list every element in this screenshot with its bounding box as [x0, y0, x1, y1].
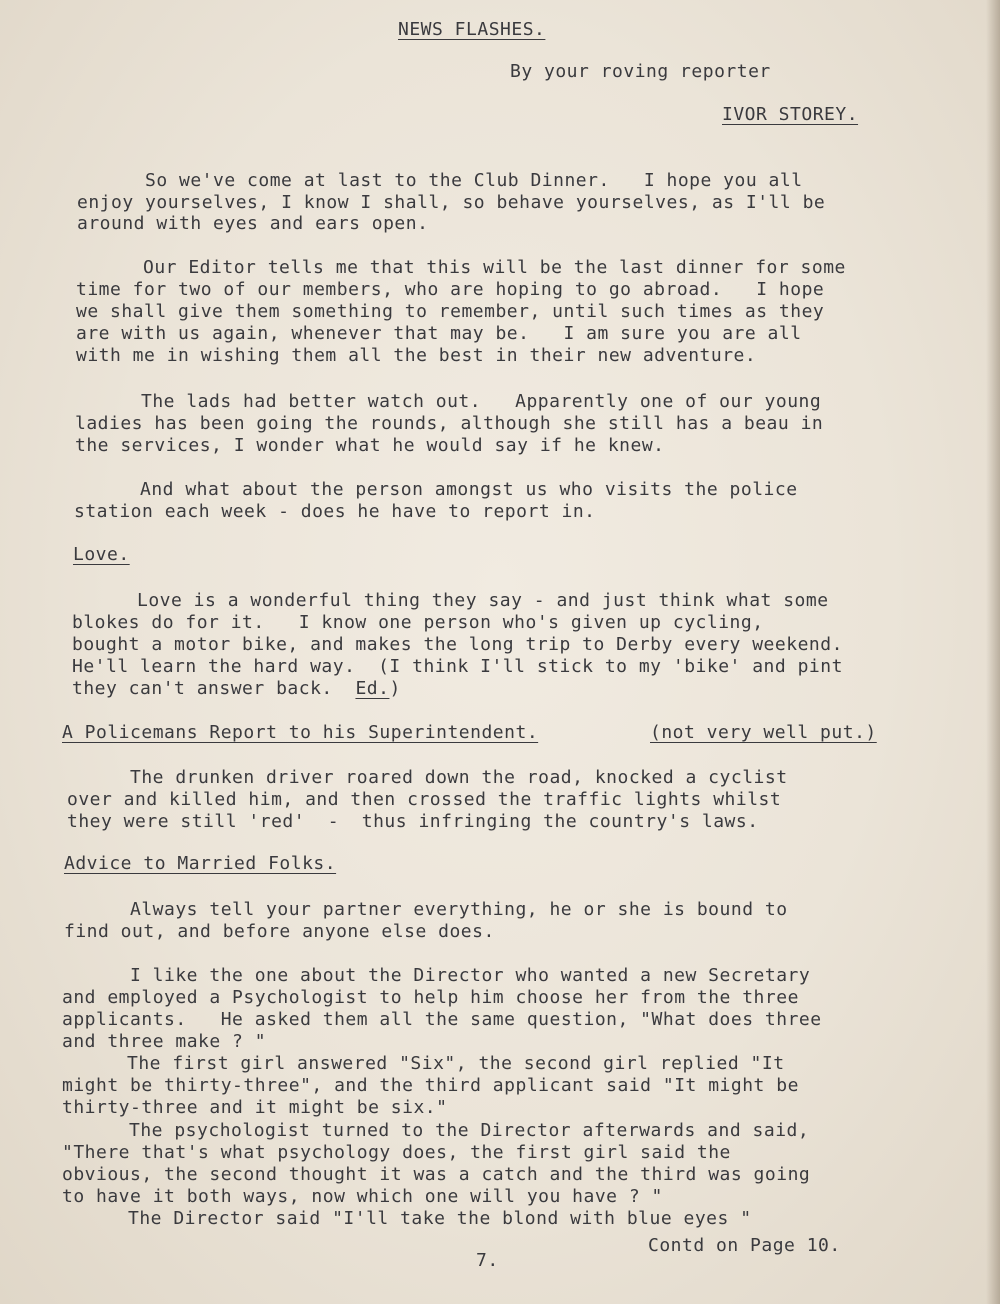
paragraph-line: The lads had better watch out. Apparently one of our young: [141, 391, 822, 412]
paragraph-line-last: [72, 678, 401, 700]
paragraph-line: The first girl answered "Six", the second girl replied "It: [127, 1053, 785, 1074]
section-heading-advice: Advice to Married Folks.: [64, 853, 337, 874]
paragraph-line: He'll learn the hard way. (I think I'll stick to my 'bike' and pint: [72, 656, 843, 677]
paragraph-line: So we've come at last to the Club Dinner. I hope you all: [145, 170, 803, 191]
paragraph-line: bought a motor bike, and makes the long trip to Derby every weekend.: [72, 634, 843, 655]
paragraph-line: enjoy yourselves, I know I shall, so behave yourselves, as I'll be: [77, 192, 826, 213]
byline: By your roving reporter: [510, 61, 771, 82]
paragraph-line: to have it both ways, now which one will you have ? ": [62, 1186, 663, 1207]
section-note: (not very well put.): [650, 722, 877, 743]
paragraph-line: applicants. He asked them all the same question, "What does three: [62, 1009, 822, 1030]
paragraph-line: the services, I wonder what he would say if he knew.: [75, 435, 665, 456]
paragraph-line: Always tell your partner everything, he or she is bound to: [130, 899, 788, 920]
paragraph-line: we shall give them something to remember, until such times as they: [76, 301, 825, 322]
author-name: IVOR STOREY.: [722, 104, 859, 125]
paragraph-line: station each week - does he have to report in.: [74, 501, 596, 522]
paragraph-line: blokes do for it. I know one person who's given up cycling,: [72, 612, 764, 633]
continued-note: Contd on Page 10.: [648, 1235, 841, 1256]
section-heading-love: Love.: [73, 544, 130, 565]
paragraph-line: I like the one about the Director who wanted a new Secretary: [130, 965, 811, 986]
section-heading-policeman: A Policemans Report to his Superintendent.: [62, 722, 539, 743]
paragraph-line: find out, and before anyone else does.: [64, 921, 495, 942]
paragraph-line: time for two of our members, who are hoping to go abroad. I hope: [76, 279, 825, 300]
paragraph-line: are with us again, whenever that may be. I am sure you are all: [76, 323, 802, 344]
editor-tag: Ed.: [355, 678, 390, 699]
paragraph-text: they can't answer back.: [72, 678, 356, 699]
paragraph-line: with me in wishing them all the best in their new adventure.: [76, 345, 757, 366]
paragraph-line: And what about the person amongst us who visits the police: [140, 479, 798, 500]
closing-paren: ): [389, 678, 401, 699]
page-edge-shadow: [986, 0, 1000, 1304]
paragraph-line: might be thirty-three", and the third applicant said "It might be: [62, 1075, 799, 1096]
paragraph-line: and employed a Psychologist to help him choose her from the three: [62, 987, 799, 1008]
paragraph-line: they were still 'red' - thus infringing the country's laws.: [67, 811, 759, 832]
paragraph-line: The drunken driver roared down the road, knocked a cyclist: [130, 767, 788, 788]
paragraph-line: obvious, the second thought it was a catch and the third was going: [62, 1164, 811, 1185]
paragraph-line: Love is a wonderful thing they say - and just think what some: [137, 590, 829, 611]
paragraph-line: The Director said "I'll take the blond with blue eyes ": [128, 1208, 752, 1229]
paragraph-line: thirty-three and it might be six.": [62, 1097, 448, 1118]
paragraph-line: around with eyes and ears open.: [77, 213, 429, 234]
paragraph-line: over and killed him, and then crossed the traffic lights whilst: [67, 789, 782, 810]
paragraph-line: and three make ? ": [62, 1031, 267, 1052]
paragraph-line: The psychologist turned to the Director afterwards and said,: [129, 1120, 810, 1141]
paragraph-line: ladies has been going the rounds, although she still has a beau in: [75, 413, 824, 434]
page-title: NEWS FLASHES.: [398, 19, 546, 40]
page-number: 7.: [476, 1250, 499, 1271]
paragraph-line: "There that's what psychology does, the first girl said the: [62, 1142, 731, 1163]
paragraph-line: Our Editor tells me that this will be the last dinner for some: [143, 257, 846, 278]
